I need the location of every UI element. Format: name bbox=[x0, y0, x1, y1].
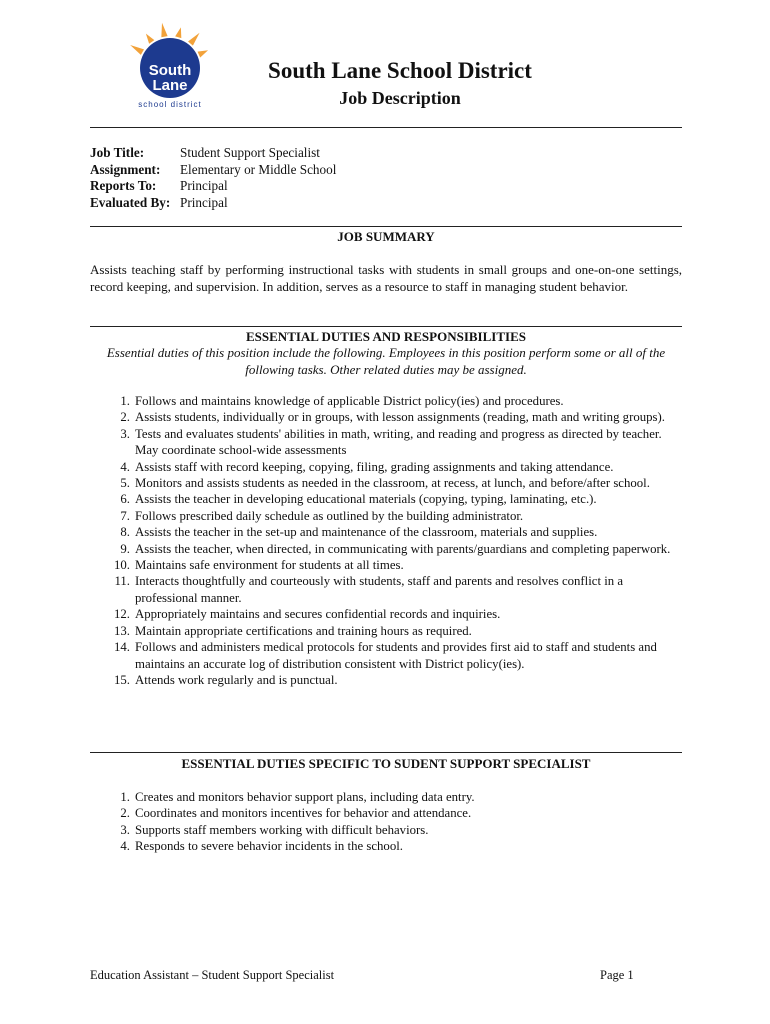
duty-text: Assists the teacher in developing educational materials (copying, typing, laminating, etc.). bbox=[135, 492, 597, 507]
duty-item bbox=[90, 573, 682, 606]
info-row-evaluated-by bbox=[90, 195, 336, 212]
duty-item bbox=[90, 459, 682, 475]
duty-text: Appropriately maintains and secures confidential records and inquiries. bbox=[135, 607, 501, 622]
duty-item bbox=[90, 623, 682, 639]
sun-ray bbox=[146, 34, 154, 44]
duty-item bbox=[90, 426, 682, 459]
duty-number: 13. bbox=[114, 623, 130, 638]
duty-item bbox=[90, 393, 682, 409]
duty-item bbox=[90, 805, 682, 821]
duty-number: 11. bbox=[114, 574, 130, 589]
duty-number: 3. bbox=[120, 426, 130, 441]
duty-item bbox=[90, 508, 682, 524]
duty-item bbox=[90, 475, 682, 491]
duty-text: Maintain appropriate certifications and training hours as required. bbox=[135, 623, 472, 638]
logo-tagline: school district bbox=[138, 100, 202, 109]
duty-number: 15. bbox=[114, 672, 130, 687]
footer-doc-name: Education Assistant – Student Support Specialist bbox=[90, 968, 335, 982]
org-title: South Lane School District bbox=[268, 58, 532, 83]
duty-number: 14. bbox=[114, 640, 130, 655]
specific-duties-heading: ESSENTIAL DUTIES SPECIFIC TO SUDENT SUPPORT SPECIALIST bbox=[181, 756, 591, 771]
essential-duties-heading: ESSENTIAL DUTIES AND RESPONSIBILITIES bbox=[246, 329, 526, 344]
duty-item bbox=[90, 838, 682, 854]
info-value: Elementary or Middle School bbox=[180, 161, 337, 177]
duty-text: Assists students, individually or in groups, with lesson assignments (reading, math and writing groups). bbox=[135, 410, 665, 425]
duty-number: 1. bbox=[120, 790, 130, 804]
sun-ray bbox=[188, 33, 200, 46]
duty-number: 1. bbox=[120, 394, 130, 408]
specific-divider bbox=[90, 752, 682, 753]
duty-item bbox=[90, 524, 682, 540]
info-label: Reports To: bbox=[90, 178, 157, 193]
duty-text: Coordinates and monitors incentives for behavior and attendance. bbox=[135, 806, 472, 821]
duty-number: 2. bbox=[120, 806, 130, 821]
duty-text: Follows and administers medical protocols for students and provides first aid to staff and students and maintains an accurate log of distribution consistent with District policy(ies). bbox=[135, 640, 657, 671]
job-summary-text: Assists teaching staff by performing instructional tasks with students in small groups and one-on-one settings, record keeping, and supervision. In addition, serves as a resource to staff in managing student behavior. bbox=[90, 262, 682, 294]
duty-number: 2. bbox=[120, 410, 130, 425]
job-summary-heading: JOB SUMMARY bbox=[337, 229, 435, 244]
header-divider bbox=[90, 127, 682, 128]
duty-text: Maintains safe environment for students at all times. bbox=[135, 558, 404, 573]
duty-text: Follows prescribed daily schedule as outlined by the building administrator. bbox=[135, 508, 524, 523]
sun-ray bbox=[175, 27, 181, 38]
duty-item bbox=[90, 672, 682, 688]
duty-number: 9. bbox=[120, 541, 130, 556]
duty-text: Assists the teacher, when directed, in communicating with parents/guardians and completing paperwork. bbox=[135, 541, 671, 556]
duty-item bbox=[90, 541, 682, 557]
info-label: Evaluated By: bbox=[90, 194, 171, 210]
sun-ray bbox=[198, 50, 209, 57]
duty-number: 6. bbox=[120, 492, 130, 507]
info-value: Principal bbox=[180, 178, 228, 193]
duty-number: 10. bbox=[114, 558, 130, 573]
specific-duties-list bbox=[90, 789, 682, 855]
summary-divider bbox=[90, 226, 682, 227]
duty-item bbox=[90, 606, 682, 622]
duty-text: Creates and monitors behavior support plans, including data entry. bbox=[135, 790, 475, 804]
duty-number: 4. bbox=[120, 839, 130, 854]
essential-divider bbox=[90, 326, 682, 327]
duty-text: Tests and evaluates students' abilities in math, writing, and reading and progress as directed by teacher. May coordinate school-wide assessments bbox=[135, 426, 662, 458]
info-label: Assignment: bbox=[90, 161, 161, 177]
sun-ray bbox=[161, 23, 167, 37]
duty-item bbox=[90, 639, 682, 672]
duty-item bbox=[90, 789, 682, 805]
essential-duties-note: Essential duties of this position include the following. Employees in this position perform some or all of the following tasks. Other related duties may be assigned. bbox=[106, 345, 666, 377]
duty-number: 12. bbox=[114, 607, 130, 622]
duty-item bbox=[90, 822, 682, 838]
essential-duties-list bbox=[90, 393, 682, 688]
logo-line2: Lane bbox=[152, 77, 188, 94]
duty-text: Follows and maintains knowledge of applicable District policy(ies) and procedures. bbox=[135, 394, 564, 408]
info-row-reports-to bbox=[90, 178, 336, 195]
info-row-assignment bbox=[90, 162, 336, 179]
duty-item bbox=[90, 409, 682, 425]
footer-page-number: Page 1 bbox=[600, 968, 634, 982]
info-value: Student Support Specialist bbox=[180, 145, 320, 160]
info-label: Job Title: bbox=[90, 145, 145, 160]
duty-item bbox=[90, 491, 682, 507]
info-value: Principal bbox=[180, 194, 228, 210]
info-row-title bbox=[90, 145, 336, 162]
doc-title: Job Description bbox=[339, 88, 461, 108]
sun-ray bbox=[130, 45, 144, 55]
duty-number: 7. bbox=[120, 508, 130, 523]
duty-number: 3. bbox=[120, 822, 130, 837]
duty-item bbox=[90, 557, 682, 573]
duty-number: 4. bbox=[120, 459, 130, 474]
duty-text: Supports staff members working with difficult behaviors. bbox=[135, 822, 429, 837]
duty-number: 5. bbox=[120, 476, 130, 491]
duty-text: Monitors and assists students as needed in the classroom, at recess, at lunch, and before/after school. bbox=[135, 476, 650, 491]
duty-text: Responds to severe behavior incidents in the school. bbox=[135, 839, 403, 854]
duty-number: 8. bbox=[120, 525, 130, 540]
duty-text: Assists the teacher in the set-up and maintenance of the classroom, materials and supplies. bbox=[135, 525, 598, 540]
duty-text: Attends work regularly and is punctual. bbox=[135, 672, 338, 687]
duty-text: Interacts thoughtfully and courteously with students, staff and parents and resolves conflict in a professional manner. bbox=[135, 574, 624, 605]
job-info bbox=[90, 145, 336, 211]
duty-text: Assists staff with record keeping, copying, filing, grading assignments and taking attendance. bbox=[135, 459, 614, 474]
logo-line1: South bbox=[148, 62, 192, 79]
